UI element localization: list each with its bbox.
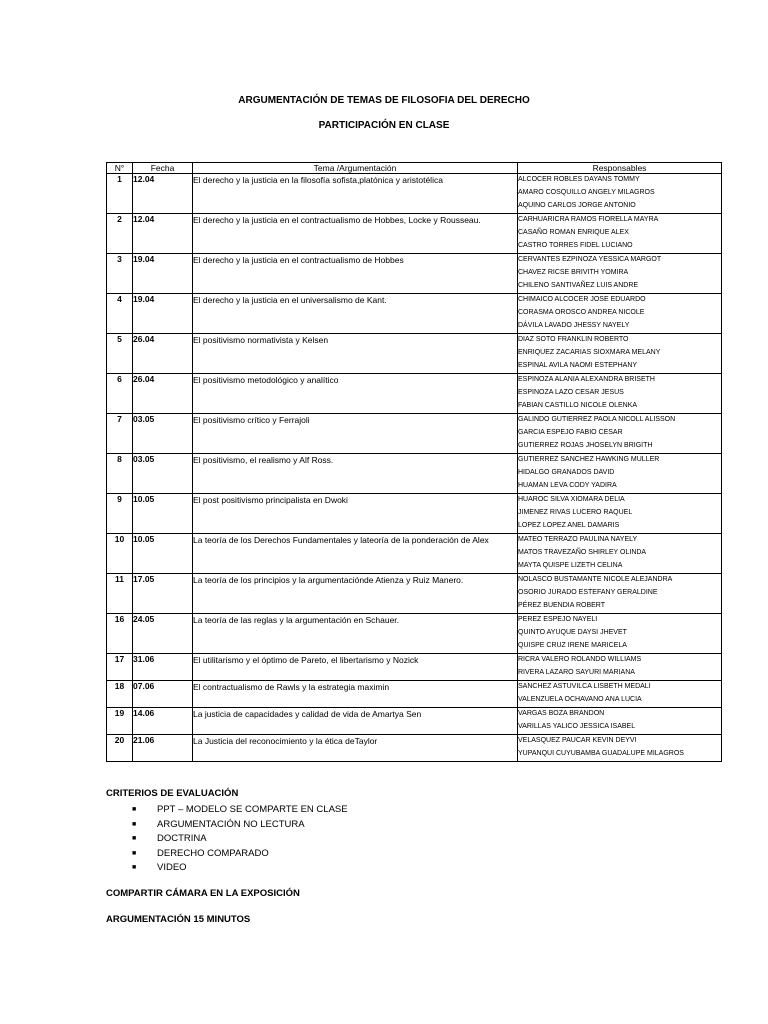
table-row (107, 414, 722, 454)
row-date: 26.04 (133, 374, 193, 414)
row-date: 10.05 (133, 494, 193, 534)
responsible-name: ALCOCER ROBLES DAYANS TOMMY (518, 176, 640, 183)
table-header-row (107, 163, 722, 174)
table-row (107, 681, 722, 708)
table-row (107, 454, 722, 494)
criteria-item (132, 818, 706, 833)
row-number: 9 (107, 494, 133, 534)
row-number: 8 (107, 454, 133, 494)
responsible-name: YUPANQUI CUYUBAMBA GUADALUPE MILAGROS (518, 750, 684, 757)
row-date: 12.04 (133, 174, 193, 214)
responsible-name: NOLASCO BUSTAMANTE NICOLE ALEJANDRA (518, 576, 673, 583)
participation-table (106, 162, 722, 762)
table-row (107, 494, 722, 534)
camera-instruction: COMPARTIR CÁMARA EN LA EXPOSICIÓN (106, 888, 300, 899)
responsible-name: HIDALGO GRANADOS DAVID (518, 469, 615, 476)
responsible-name: QUISPE CRUZ IRENE MARICELA (518, 642, 627, 649)
row-date: 12.04 (133, 214, 193, 254)
responsible-name: PEREZ ESPEJO NAYELI (518, 616, 598, 623)
row-number: 17 (107, 654, 133, 681)
row-topic: La justicia de capacidades y calidad de vida de Amartya Sen (193, 708, 518, 735)
criteria-item-text: VIDEO (157, 862, 187, 873)
table-row (107, 708, 722, 735)
responsible-name: ESPINOZA ALANIA ALEXANDRA BRISETH (518, 376, 655, 383)
row-responsibles (518, 334, 722, 374)
criteria-title: CRITERIOS DE EVALUACIÓN (106, 788, 239, 799)
criteria-item (132, 803, 706, 818)
bullet-icon: ■ (132, 835, 137, 842)
responsible-name: GUTIERREZ SANCHEZ HAWKING MULLER (518, 456, 660, 463)
row-date: 21.06 (133, 735, 193, 762)
table-row (107, 334, 722, 374)
row-date: 07.06 (133, 681, 193, 708)
row-topic: El derecho y la justicia en el contractualismo de Hobbes (193, 254, 518, 294)
bullet-icon: ■ (132, 849, 137, 857)
row-topic: El post positivismo principalista en Dwoki (193, 494, 518, 534)
responsible-name: VARILLAS YALICO JESSICA ISABEL (518, 723, 636, 730)
table-row (107, 294, 722, 334)
bullet-icon: ■ (132, 864, 137, 871)
row-responsibles (518, 174, 722, 214)
row-topic: La teoría de los Derechos Fundamentales y lateoría de la ponderación de Alex (193, 534, 518, 574)
responsible-name: OSORIO JURADO ESTEFANY GERALDINE (518, 589, 658, 596)
responsible-name: CHAVEZ RICSE BRIVITH YOMIRA (518, 269, 629, 276)
criteria-item-text: DOCTRINA (157, 833, 207, 844)
row-number: 19 (107, 708, 133, 735)
responsible-name: CHIMAICO ALCOCER JOSE EDUARDO (518, 296, 646, 303)
responsible-name: ESPINOZA LAZO CESAR JESUS (518, 389, 624, 396)
row-responsibles (518, 494, 722, 534)
responsible-name: HUAMAN LEVA CODY YADIRA (518, 482, 617, 489)
table-row (107, 174, 722, 214)
responsible-name: CERVANTES EZPINOZA YESSICA MARGOT (518, 256, 662, 263)
header-topic: Tema /Argumentación (193, 163, 518, 174)
responsible-name: RICRA VALERO ROLANDO WILLIAMS (518, 656, 642, 663)
responsible-name: CORASMA OROSCO ANDREA NICOLE (518, 309, 645, 316)
responsible-name: PÉREZ BUENDIA ROBERT (518, 602, 606, 609)
criteria-item-text: DERECHO COMPARADO (157, 847, 269, 859)
header-date: Fecha (133, 163, 193, 174)
responsible-name: GARCIA ESPEJO FABIO CESAR (518, 429, 623, 436)
row-date: 26.04 (133, 334, 193, 374)
row-number: 6 (107, 374, 133, 414)
row-responsibles (518, 735, 722, 762)
responsible-name: HUAROC SILVA XIOMARA DELIA (518, 496, 625, 503)
responsible-name: MATOS TRAVEZAÑO SHIRLEY OLINDA (518, 549, 647, 556)
row-number: 7 (107, 414, 133, 454)
row-date: 19.04 (133, 254, 193, 294)
criteria-item-text: PPT – MODELO SE COMPARTE EN CLASE (157, 804, 348, 815)
table-row (107, 654, 722, 681)
row-date: 03.05 (133, 414, 193, 454)
row-topic: La Justicia del reconocimiento y la ética deTaylor (193, 735, 518, 762)
table-row (107, 534, 722, 574)
row-number: 18 (107, 681, 133, 708)
criteria-item (132, 861, 706, 876)
responsible-name: CASAÑO ROMAN ENRIQUE ALEX (518, 229, 629, 236)
responsible-name: LOPEZ LOPEZ ANEL DAMARIS (518, 522, 620, 529)
row-date: 24.05 (133, 614, 193, 654)
responsible-name: VARGAS BOZA BRANDON (518, 710, 605, 717)
row-responsibles (518, 534, 722, 574)
table-row (107, 574, 722, 614)
responsible-name: FABIAN CASTILLO NICOLE OLENKA (518, 402, 638, 409)
row-number: 10 (107, 534, 133, 574)
table-row (107, 374, 722, 414)
document-subtitle: PARTICIPACIÓN EN CLASE (318, 120, 450, 131)
header-number: N° (107, 163, 133, 174)
evaluation-criteria (106, 788, 706, 876)
responsible-name: VELASQUEZ PAUCAR KEVIN DEYVI (518, 737, 637, 744)
table-row (107, 735, 722, 762)
responsible-name: CASTRO TORRES FIDEL LUCIANO (518, 242, 633, 249)
row-number: 5 (107, 334, 133, 374)
table-row (107, 214, 722, 254)
row-topic: El derecho y la justicia en la filosofía sofista,platónica y aristotélica (193, 174, 518, 214)
responsible-name: MAYTA QUISPE LIZETH CELINA (518, 562, 623, 569)
responsible-name: ESPINAL AVILA NAOMI ESTEPHANY (518, 362, 638, 369)
row-responsibles (518, 454, 722, 494)
row-topic: El derecho y la justicia en el contractualismo de Hobbes, Locke y Rousseau. (193, 214, 518, 254)
row-responsibles (518, 214, 722, 254)
criteria-item-text: ARGUMENTACIÓN NO LECTURA (157, 818, 305, 830)
row-number: 4 (107, 294, 133, 334)
row-topic: La teoría de los principios y la argumentaciónde Atienza y Ruiz Manero. (193, 574, 518, 614)
row-topic: El utilitarismo y el óptimo de Pareto, el libertarismo y Nozick (193, 654, 518, 681)
row-topic: El positivismo metodológico y analítico (193, 374, 518, 414)
table-row (107, 614, 722, 654)
row-number: 11 (107, 574, 133, 614)
responsible-name: RIVERA LAZARO SAYURI MARIANA (518, 669, 635, 676)
row-date: 19.04 (133, 294, 193, 334)
responsible-name: AQUINO CARLOS JORGE ANTONIO (518, 202, 636, 209)
criteria-list (106, 803, 706, 876)
bullet-icon: ■ (132, 806, 137, 813)
responsible-name: VALENZUELA OCHAVANO ANA LUCIA (518, 696, 642, 703)
table-row (107, 254, 722, 294)
row-topic: El derecho y la justicia en el universalismo de Kant. (193, 294, 518, 334)
responsible-name: CHILENO SANTIVAÑEZ LUIS ANDRE (518, 282, 639, 289)
document-title: ARGUMENTACIÓN DE TEMAS DE FILOSOFIA DEL DERECHO (238, 95, 530, 106)
row-responsibles (518, 708, 722, 735)
row-date: 10.05 (133, 534, 193, 574)
criteria-item (132, 847, 706, 862)
row-date: 03.05 (133, 454, 193, 494)
row-topic: El positivismo, el realismo y Alf Ross. (193, 454, 518, 494)
responsible-name: SANCHEZ ASTUVILCA LISBETH MEDALI (518, 683, 651, 690)
bullet-icon: ■ (132, 820, 137, 828)
responsible-name: DIAZ SOTO FRANKLIN ROBERTO (518, 336, 629, 343)
row-topic: El contractualismo de Rawls y la estrategia maximin (193, 681, 518, 708)
row-responsibles (518, 374, 722, 414)
row-responsibles (518, 414, 722, 454)
row-date: 14.06 (133, 708, 193, 735)
row-responsibles (518, 574, 722, 614)
row-responsibles (518, 294, 722, 334)
responsible-name: ENRIQUEZ ZACARIAS SIOXMARA MELANY (518, 349, 661, 356)
responsible-name: CARHUARICRA RAMOS FIORELLA MAYRA (518, 216, 659, 223)
row-responsibles (518, 681, 722, 708)
row-date: 31.06 (133, 654, 193, 681)
row-topic: El positivismo normativista y Kelsen (193, 334, 518, 374)
row-number: 2 (107, 214, 133, 254)
row-responsibles (518, 654, 722, 681)
row-number: 1 (107, 174, 133, 214)
responsible-name: QUINTO AYUQUE DAYSI JHEVET (518, 629, 627, 636)
responsible-name: MATEO TERRAZO PAULINA NAYELY (518, 536, 638, 543)
row-topic: El positivismo crítico y Ferrajoli (193, 414, 518, 454)
header-responsibles: Responsables (518, 163, 722, 174)
time-instruction: ARGUMENTACIÓN 15 MINUTOS (106, 914, 251, 925)
responsible-name: GALINDO GUTIERREZ PAOLA NICOLL ALISSON (518, 416, 676, 423)
responsible-name: AMARO COSQUILLO ANGELY MILAGROS (518, 189, 655, 196)
responsible-name: DÁVILA LAVADO JHESSY NAYELY (518, 322, 630, 329)
row-topic: La teoría de las reglas y la argumentación en Schauer. (193, 614, 518, 654)
responsible-name: GUTIERREZ ROJAS JHOSELYN BRIGITH (518, 442, 653, 449)
table-body (107, 174, 722, 762)
row-date: 17.05 (133, 574, 193, 614)
row-number: 16 (107, 614, 133, 654)
row-responsibles (518, 254, 722, 294)
row-number: 3 (107, 254, 133, 294)
row-responsibles (518, 614, 722, 654)
row-number: 20 (107, 735, 133, 762)
responsible-name: JIMENEZ RIVAS LUCERO RAQUEL (518, 509, 633, 516)
criteria-item (132, 832, 706, 847)
